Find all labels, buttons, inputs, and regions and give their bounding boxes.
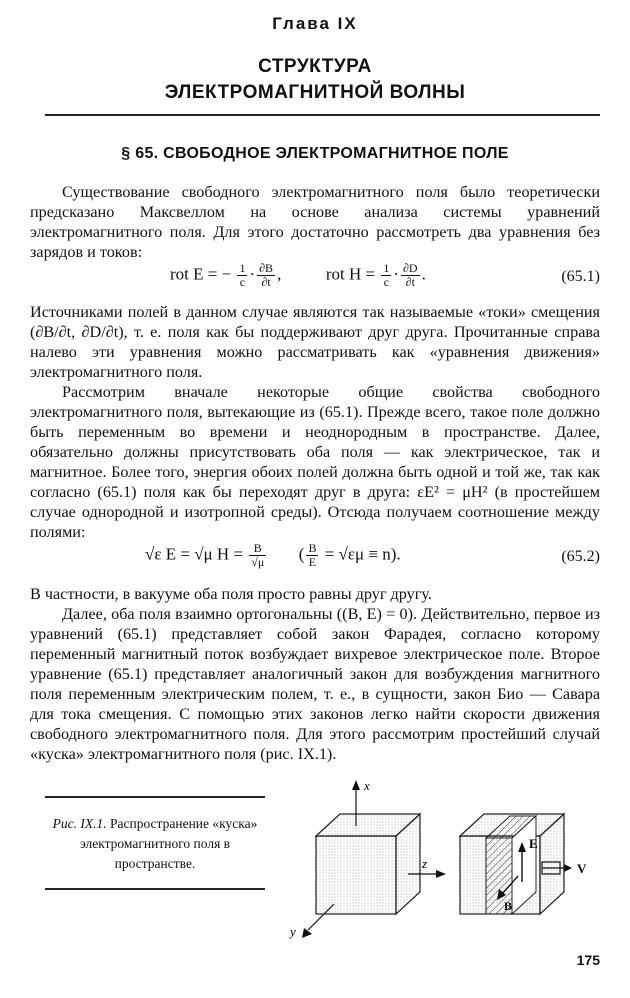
chapter-title-line2: ЭЛЕКТРОМАГНИТНОЙ ВОЛНЫ <box>164 82 466 103</box>
eq1-frac-1c: $\frac{1}{c}$ <box>239 261 246 289</box>
title-divider <box>45 114 600 116</box>
eq1-rotE-lhs: rot E = − <box>170 264 232 284</box>
chapter-title <box>0 54 630 106</box>
z-axis-label: z <box>422 856 428 871</box>
x-axis-label: x <box>364 778 370 793</box>
eq1-rotH-lhs: rot H = <box>325 264 376 284</box>
paragraph-3: Рассмотрим вначале некоторые общие свойства свободного электромагнитного поля, вытекающие из (65.1). Прежде всего, такое поле должно быть переменным во времени и неоднородным в пространстве. Далее, обязательно должны присутствовать оба поля — как электрическое, так и магнитное. Более того, энергия обоих полей должна быть одной и той же, так как согласно (65.1) поля как бы переходят друг в друга: εE² = μH² (в простейшем случае однородной и изотропной среды). Отсюда получаем соотношение между полями: <box>30 383 600 541</box>
caption-text: Распространение «куска» электромагнитного поля в пространстве. <box>79 816 258 871</box>
y-axis-arrow-icon <box>302 928 312 938</box>
chapter-label: Глава IX <box>272 14 358 33</box>
eq1-frac-dDdt: $\frac{\partial D}{\partial t}$ <box>402 261 418 289</box>
b-vector-label: B <box>504 899 513 913</box>
page-number: 175 <box>576 952 600 968</box>
figure-caption <box>45 796 265 890</box>
left-cube <box>316 814 420 914</box>
z-axis-arrow-icon <box>436 870 446 878</box>
eq2-number: (65.2) <box>561 548 600 565</box>
v-vector-label: V <box>577 861 587 876</box>
figure-ix-1 <box>280 776 600 946</box>
chapter-title-line1: СТРУКТУРА <box>258 56 372 77</box>
eq2-rhs: = √εμ ≡ n). <box>324 544 401 564</box>
eq1-number: (65.1) <box>561 268 600 285</box>
eq1-frac-1c-2: $\frac{1}{c}$ <box>383 261 390 289</box>
paragraph-2: Источниками полей в данном случае являются так называемые «токи» смещения (∂B/∂t, ∂D/∂t), т. е. поля как бы поддерживают друг друга. Прочитанные справа налево эти уравнения можно рассматривать как «уравнения движения» электромагнитного поля. <box>30 303 600 381</box>
y-axis-label: y <box>290 924 296 939</box>
paragraph-4: В частности, в вакууме оба поля просто равны друг другу. <box>30 585 432 603</box>
v-vector-arrow-icon <box>564 864 572 872</box>
e-vector-label: E <box>529 836 538 851</box>
paragraph-5: Далее, оба поля взаимно ортогональны ((B, E) = 0). Действительно, первое из уравнений (65.1) представляет собой закон Фарадея, согласно которому переменный магнитный поток возбуждает вихревое электрическое поле. Второе уравнение (65.1) представляет аналогичный закон для возбуждения магнитного поля переменным электрическим полем, т. е., в сущности, закон Био — Савара для тока смещения. С помощью этих законов легко найти скорости движения свободного электромагнитного поля. Для этого рассмотрим простейший случай «куска» электромагнитного поля (рис. IX.1). <box>30 605 600 763</box>
x-axis-arrow-icon <box>352 780 360 790</box>
section-heading: § 65. СВОБОДНОЕ ЭЛЕКТРОМАГНИТНОЕ ПОЛЕ <box>121 145 509 162</box>
caption-bottom-rule <box>45 888 265 890</box>
caption-label: Рис. IX.1. <box>52 816 107 831</box>
paragraph-1: Существование свободного электромагнитного поля было теоретически предсказано Максвеллом на основе анализа системы уравнений электромагнитного поля. Для этого достаточно рассмотреть два уравнения без зарядов и токов: <box>30 183 600 261</box>
eq2-frac-B-sqrtmu: $\frac{B}{√\mu}$ <box>251 541 265 569</box>
eq1-frac-dBdt: $\frac{\partial B}{\partial t}$ <box>259 261 274 289</box>
eq2-lhs: √ε E = √μ H = <box>145 544 243 564</box>
eq2-frac-B-E: $\frac{B}{E}$ <box>308 541 317 569</box>
